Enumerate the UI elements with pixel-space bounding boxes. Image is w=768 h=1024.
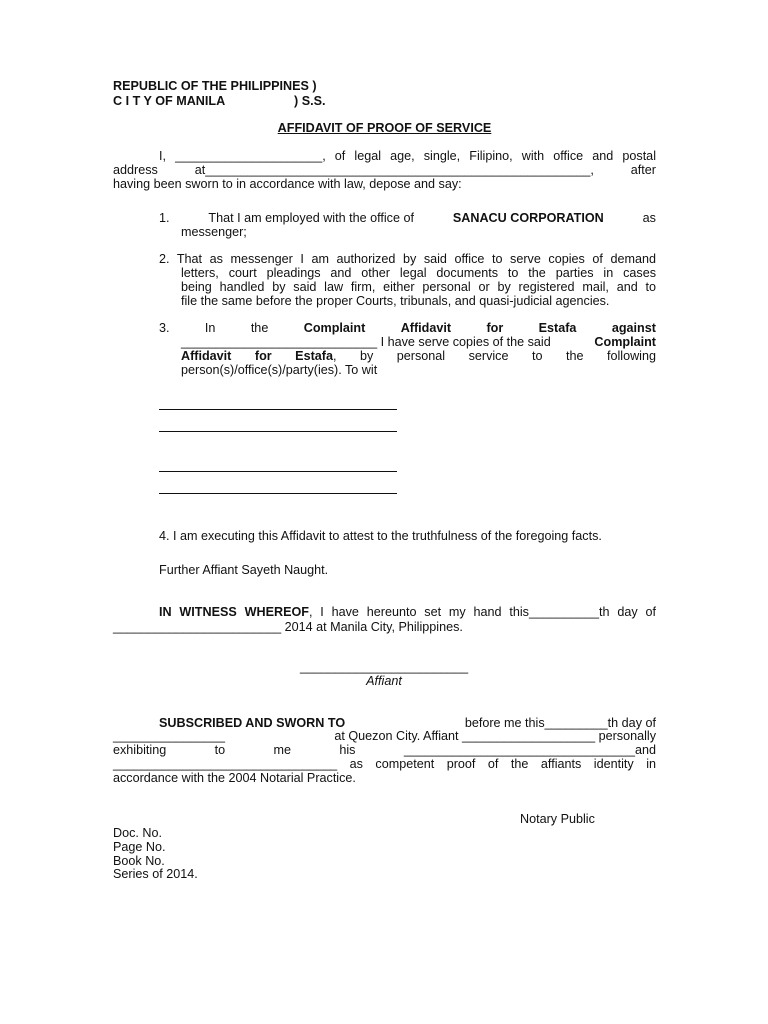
doc-no: Doc. No. <box>113 826 162 840</box>
item-2-line-2: letters, court pleadings and other legal documents to the parties in cases <box>181 266 656 280</box>
intro-line-1: I, _____________________, of legal age, single, Filipino, with office and postal <box>159 149 656 163</box>
item-2-line-4: file the same before the proper Courts, tribunals, and quasi-judicial agencies. <box>181 294 610 308</box>
document-title: AFFIDAVIT OF PROOF OF SERVICE <box>277 121 492 135</box>
header-republic: REPUBLIC OF THE PHILIPPINES ) <box>113 79 317 93</box>
intro-line-3: having been sworn to in accordance with law, depose and say: <box>113 177 462 191</box>
subscribed-line-1: SUBSCRIBED AND SWORN TO before me this_________th day of <box>159 716 656 730</box>
header-city: C I T Y OF MANILA <box>113 94 226 108</box>
item-4: 4. I am executing this Affidavit to attest to the truthfulness of the foregoing facts. <box>159 529 602 543</box>
item-2-line-1: 2. That as messenger I am authorized by said office to serve copies of demand <box>159 252 656 266</box>
item-1-line-2: messenger; <box>181 225 247 239</box>
party-blank-line <box>159 409 397 410</box>
subscribed-line-2: ________________ at Quezon City. Affiant ___________________ personally <box>113 729 656 743</box>
witness-line-2: ________________________ 2014 at Manila City, Philippines. <box>113 620 463 634</box>
item-3-line-2: ____________________________ I have serve copies of the said Complaint <box>181 335 656 349</box>
item-1-line-1: 1. That I am employed with the office of SANACU CORPORATION as <box>159 211 656 225</box>
party-blank-line <box>159 431 397 432</box>
party-blank-line <box>159 471 397 472</box>
item-3-line-3: Affidavit for Estafa, by personal service to the following <box>181 349 656 363</box>
subscribed-line-3: exhibiting to me his _________________________________and <box>113 743 656 757</box>
subscribed-line-5: accordance with the 2004 Notarial Practice. <box>113 771 356 785</box>
item-3-line-4: person(s)/office(s)/party(ies). To wit <box>181 363 378 377</box>
item-2-line-3: being handled by said law firm, either personal or by registered mail, and to <box>181 280 656 294</box>
intro-line-2: address at_______________________________________________________, after <box>113 163 656 177</box>
page-no: Page No. <box>113 840 166 854</box>
book-no: Book No. <box>113 854 165 868</box>
witness-line-1: IN WITNESS WHEREOF, I have hereunto set my hand this__________th day of <box>159 605 656 619</box>
affiant-label: Affiant <box>366 674 402 688</box>
further-affiant: Further Affiant Sayeth Naught. <box>159 563 329 577</box>
header-ss: ) S.S. <box>294 94 326 108</box>
party-blank-line <box>159 493 397 494</box>
item-3-line-1: 3. In the Complaint Affidavit for Estafa against <box>159 321 656 335</box>
subscribed-line-4: ________________________________ as competent proof of the affiants identity in <box>113 757 656 771</box>
affiant-signature-line: ________________________ <box>300 660 469 674</box>
series: Series of 2014. <box>113 867 198 881</box>
notary-public-label: Notary Public <box>520 812 595 826</box>
